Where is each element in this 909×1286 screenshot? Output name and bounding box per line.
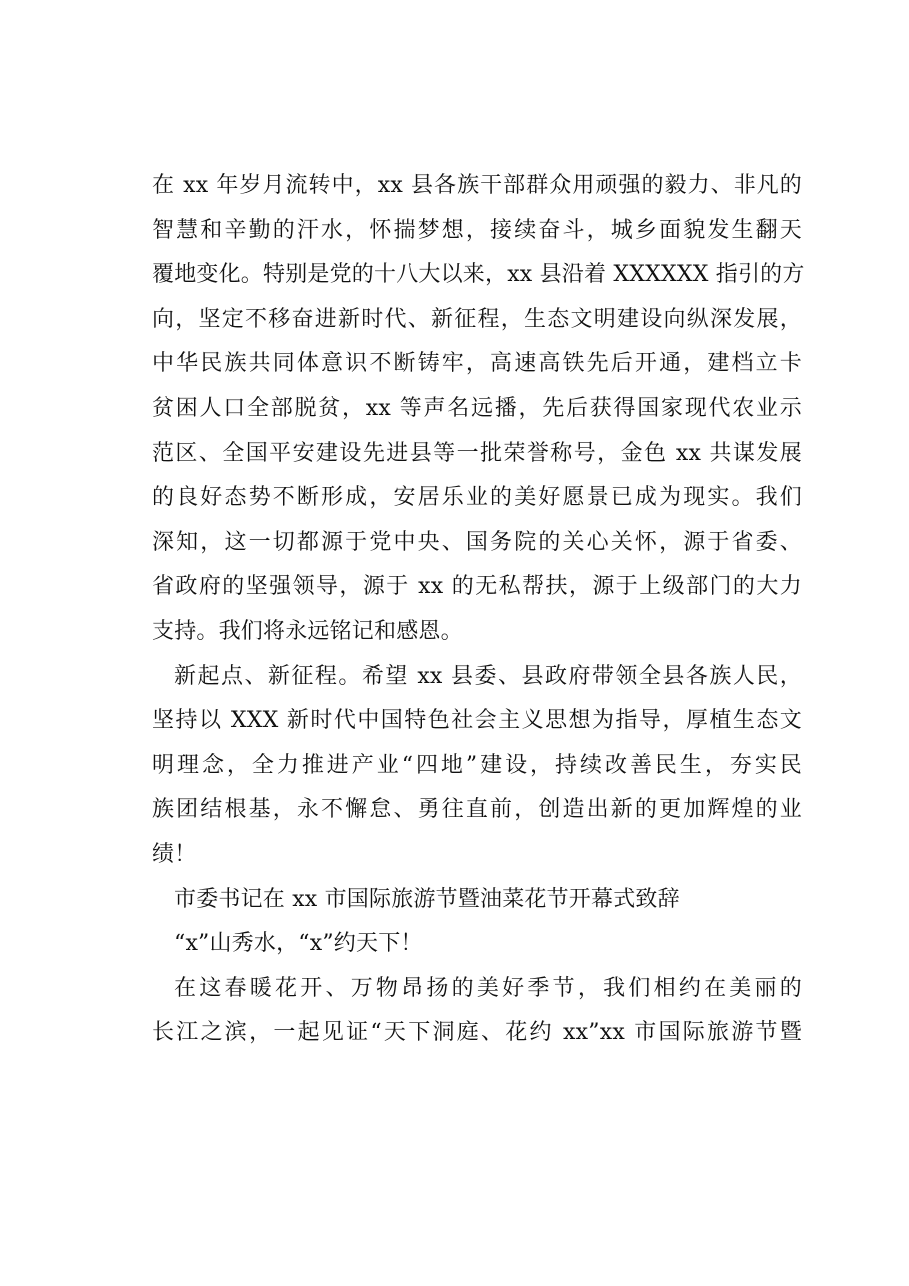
text-line: 族团结根基，永不懈怠、勇往直前，创造出新的更加辉煌的业	[152, 797, 802, 823]
text-line: 贫困人口全部脱贫，xx 等声名远播，先后获得国家现代农业示	[152, 395, 802, 421]
text-line: 支持。我们将永远铭记和感恩。	[152, 618, 463, 644]
text-line: 智慧和辛勤的汗水，怀揣梦想，接续奋斗，城乡面貌发生翻天	[152, 217, 802, 243]
document-body	[152, 164, 805, 1056]
text-line: 长江之滨，一起见证“天下洞庭、花约 xx”xx 市国际旅游节暨	[152, 1020, 802, 1046]
text-line: 省政府的坚强领导，源于 xx 的无私帮扶，源于上级部门的大力	[152, 574, 802, 600]
text-line: 的良好态势不断形成，安居乐业的美好愿景已成为现实。我们	[152, 485, 802, 511]
paragraph-5	[152, 967, 802, 1056]
speech-opening: “x”山秀水，“x”约天下！	[174, 931, 423, 957]
paragraph-2	[152, 655, 802, 878]
text-line: 在 xx 年岁月流转中，xx 县各族干部群众用顽强的毅力、非凡的	[152, 173, 802, 198]
text-line: 新起点、新征程。希望 xx 县委、县政府带领全县各族人民，	[174, 663, 802, 689]
text-line: 深知，这一切都源于党中央、国务院的关心关怀，源于省委、	[152, 529, 802, 555]
text-line: 明理念，全力推进产业“四地”建设，持续改善民生，夯实民	[152, 752, 802, 778]
text-line: 范区、全国平安建设先进县等一批荣誉称号，金色 xx 共谋发展	[152, 440, 802, 466]
text-line: 中华民族共同体意识不断铸牢，高速高铁先后开通，建档立卡	[152, 351, 802, 377]
text-line: 绩！	[152, 841, 197, 867]
paragraph-1	[152, 164, 805, 655]
text-line: 在这春暖花开、万物昂扬的美好季节，我们相约在美丽的	[174, 975, 802, 1001]
paragraph-4	[152, 922, 802, 967]
speech-title: 市委书记在 xx 市国际旅游节暨油菜花节开幕式致辞	[174, 886, 680, 912]
paragraph-3	[152, 878, 802, 923]
text-line: 覆地变化。特别是党的十八大以来，xx 县沿着 XXXXXX 指引的方	[152, 262, 805, 288]
text-line: 向，坚定不移奋进新时代、新征程，生态文明建设向纵深发展，	[152, 306, 802, 332]
text-line: 坚持以 XXX 新时代中国特色社会主义思想为指导，厚植生态文	[152, 708, 802, 734]
